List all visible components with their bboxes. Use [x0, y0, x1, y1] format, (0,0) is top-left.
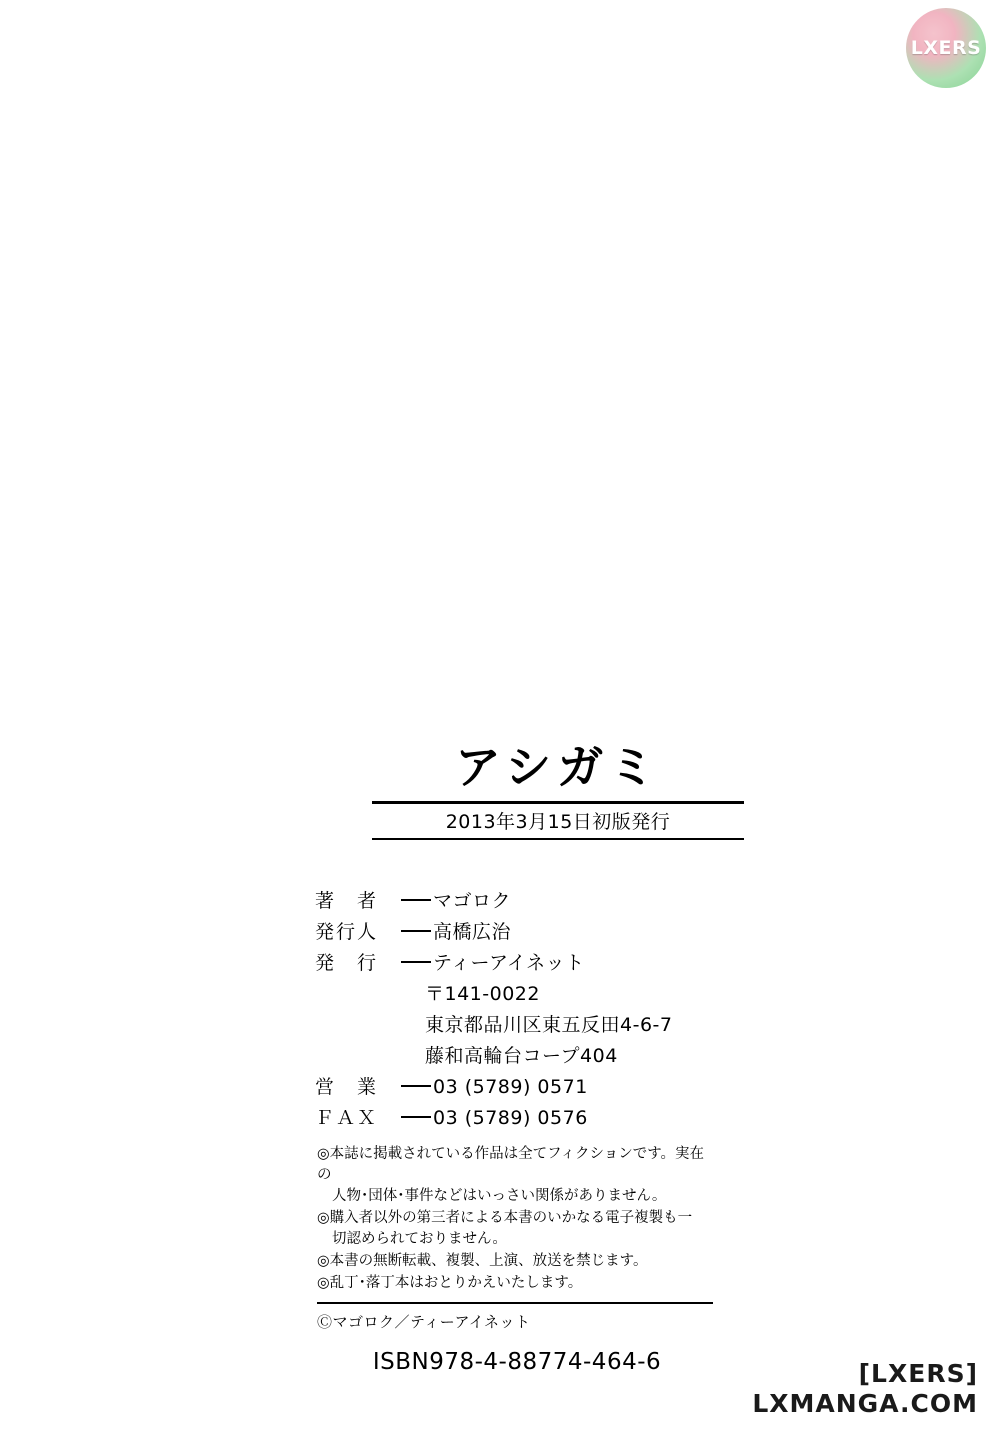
credit-row-publisher-person	[315, 917, 745, 948]
credit-value-publisher-person: 高橋広治	[433, 920, 512, 943]
credit-row-publisher	[315, 948, 745, 979]
legal-note-line: ◎乱丁･落丁本はおとりかえいたします。	[317, 1274, 583, 1291]
publication-date: 2013年3月15日初版発行	[445, 810, 671, 833]
credit-row-author	[315, 886, 745, 917]
credit-label-author: 著 者	[315, 889, 379, 912]
credit-label-publisher: 発 行	[315, 951, 379, 974]
address-line-building: 藤和高輪台コープ404	[425, 1044, 618, 1067]
legal-note-line: ◎本書の無断転載、複製、上演、放送を禁じます。	[317, 1252, 648, 1269]
credit-value-author: マゴロク	[433, 889, 512, 912]
credit-dash	[401, 961, 431, 963]
credit-row-fax	[315, 1103, 745, 1134]
book-title: アシガミ	[454, 740, 662, 794]
credit-dash	[401, 930, 431, 932]
legal-note	[317, 1273, 717, 1294]
address-line-street: 東京都品川区東五反田4-6-7	[425, 1013, 673, 1036]
address-line-postal: 〒141-0022	[425, 982, 540, 1005]
lxers-badge-label: LXERS	[910, 37, 982, 59]
notes-rule	[317, 1302, 713, 1304]
legal-note-line: ◎本誌に掲載されている作品は全てフィクションです。実在の	[317, 1145, 705, 1183]
credit-dash	[401, 1116, 431, 1118]
copyright-line: Ⓒマゴロク／ティーアイネット	[317, 1312, 531, 1331]
credits-section	[315, 886, 745, 1134]
legal-note-line-cont: 人物･団体･事件などはいっさい関係がありません。	[332, 1187, 667, 1204]
colophon-block	[0, 742, 1000, 1375]
lxers-badge-watermark	[906, 8, 986, 88]
credit-dash	[401, 899, 431, 901]
isbn-line: ISBN978-4-88774-464-6	[372, 1348, 662, 1375]
credit-row-sales-phone	[315, 1072, 745, 1103]
legal-note-line: ◎購入者以外の第三者による本書のいかなる電子複製も一	[317, 1209, 693, 1226]
legal-note	[317, 1144, 717, 1207]
credit-value-fax: 03 (5789) 0576	[433, 1106, 588, 1129]
title-rule-top	[372, 801, 744, 804]
credit-label-publisher-person: 発行人	[315, 920, 379, 943]
legal-notes-section	[317, 1144, 717, 1294]
site-watermark-line2: LXMANGA.COM	[752, 1389, 978, 1418]
site-watermark	[752, 1359, 978, 1419]
credit-value-sales-phone: 03 (5789) 0571	[433, 1075, 588, 1098]
site-watermark-line1: [LXERS]	[858, 1359, 978, 1388]
title-section	[372, 742, 744, 840]
credit-dash	[401, 1085, 431, 1087]
legal-note	[317, 1208, 717, 1250]
credit-label-sales: 営 業	[315, 1075, 379, 1098]
credit-value-publisher: ティーアイネット	[433, 951, 585, 974]
legal-note	[317, 1251, 717, 1272]
title-rule-bottom	[372, 838, 744, 840]
legal-note-line-cont: 切認められておりません。	[332, 1230, 507, 1247]
credit-label-fax: ＦＡＸ	[315, 1106, 379, 1129]
